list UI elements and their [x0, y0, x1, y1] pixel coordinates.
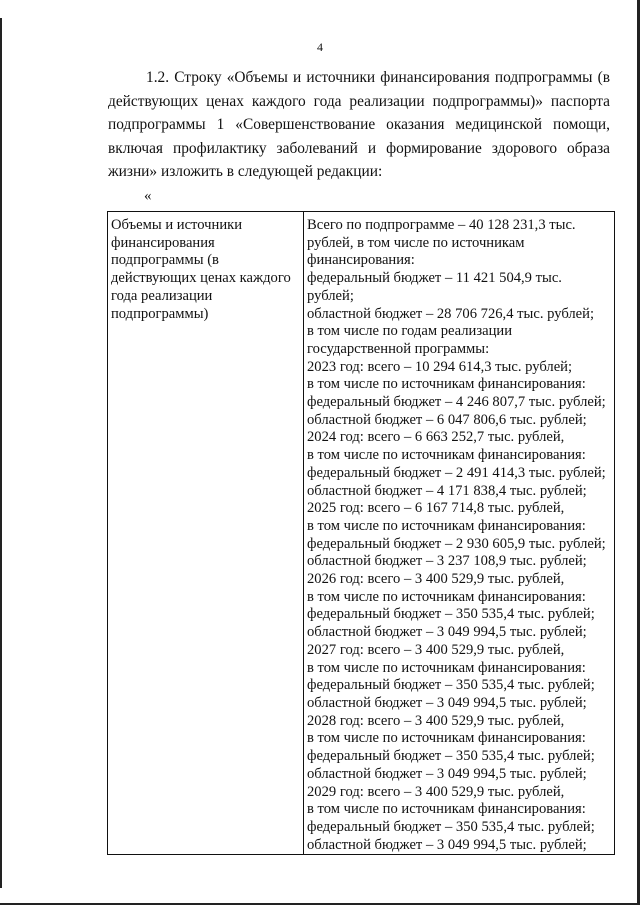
label-line: подпрограммы): [111, 305, 209, 322]
value-line: областной бюджет – 3 049 994,5 тыс. рублей;: [307, 694, 587, 711]
value-line: областной бюджет – 4 171 838,4 тыс. рублей;: [307, 482, 587, 499]
value-line: федеральный бюджет – 350 535,4 тыс. рублей;: [307, 818, 595, 835]
value-line: в том числе по источникам финансирования:: [307, 730, 586, 747]
value-line: федеральный бюджет – 350 535,4 тыс. рублей;: [307, 677, 595, 694]
row-label-cell: [108, 212, 304, 855]
value-line: областной бюджет – 28 706 726,4 тыс. рублей;: [307, 305, 595, 322]
value-line: федеральный бюджет – 350 535,4 тыс. рублей;: [307, 748, 595, 765]
value-line: в том числе по источникам финансирования:: [307, 517, 586, 534]
value-line: 2025 год: всего – 6 167 714,8 тыс. рублей,: [307, 500, 565, 517]
value-line: Всего по подпрограмме – 40 128 231,3 тыс.: [307, 217, 576, 233]
value-line: федеральный бюджет – 11 421 504,9 тыс.: [307, 270, 562, 287]
label-line: подпрограммы (в: [111, 252, 219, 269]
value-line: в том числе по источникам финансирования:: [307, 447, 586, 464]
value-line: 2023 год: всего – 10 294 614,3 тыс. рублей;: [307, 358, 573, 375]
value-line: федеральный бюджет – 2 930 605,9 тыс. рублей;: [307, 535, 606, 552]
scan-left-edge: [0, 18, 2, 888]
value-line: 2026 год: всего – 3 400 529,9 тыс. рублей,: [307, 571, 565, 588]
value-line: рублей, в том числе по источникам: [307, 234, 525, 251]
value-line: в том числе по источникам финансирования:: [307, 588, 586, 605]
opening-quote: «: [144, 188, 152, 204]
amendment-paragraph: 1.2. Строку «Объемы и источники финансирования подпрограммы (в действующих ценах каждого года реализации подпрограммы)» паспорта подпрограммы 1 «Совершенствование оказания медицинской помощи, включая профилактику заболеваний и формирование здорового образа жизни» изложить в следующей редакции:: [108, 69, 610, 181]
label-line: Объемы и источники: [111, 217, 243, 233]
value-line: областной бюджет – 3 237 108,9 тыс. рублей;: [307, 553, 587, 570]
label-line: действующих ценах каждого: [111, 270, 291, 287]
row-value-cell: [304, 212, 615, 855]
label-line: года реализации: [111, 287, 213, 304]
value-line: финансирования:: [307, 252, 415, 269]
value-line: 2027 год: всего – 3 400 529,9 тыс. рублей,: [307, 641, 565, 658]
value-line: в том числе по годам реализации: [307, 323, 513, 340]
value-line: в том числе по источникам финансирования:: [307, 801, 586, 818]
value-line: государственной программы:: [307, 340, 490, 357]
value-line: 2028 год: всего – 3 400 529,9 тыс. рублей,: [307, 712, 565, 729]
value-line: 2029 год: всего – 3 400 529,9 тыс. рублей,: [307, 783, 565, 800]
value-line: 2024 год: всего – 6 663 252,7 тыс. рублей,: [307, 429, 565, 446]
value-line: областной бюджет – 3 049 994,5 тыс. рублей;: [307, 836, 587, 853]
funding-table: [107, 211, 615, 855]
value-line: федеральный бюджет – 2 491 414,3 тыс. рублей;: [307, 464, 606, 481]
page-number: 4: [317, 40, 323, 54]
value-line: в том числе по источникам финансирования:: [307, 376, 586, 393]
funding-table-row: [108, 212, 615, 855]
value-line: областной бюджет – 6 047 806,6 тыс. рублей;: [307, 411, 587, 428]
value-line: областной бюджет – 3 049 994,5 тыс. рублей;: [307, 765, 587, 782]
value-line: областной бюджет – 3 049 994,5 тыс. рублей;: [307, 624, 587, 641]
value-line: рублей;: [307, 287, 354, 304]
label-line: финансирования: [111, 234, 215, 251]
value-line: федеральный бюджет – 4 246 807,7 тыс. рублей;: [307, 394, 606, 411]
value-line: федеральный бюджет – 350 535,4 тыс. рублей;: [307, 606, 595, 623]
value-line: в том числе по источникам финансирования:: [307, 659, 586, 676]
